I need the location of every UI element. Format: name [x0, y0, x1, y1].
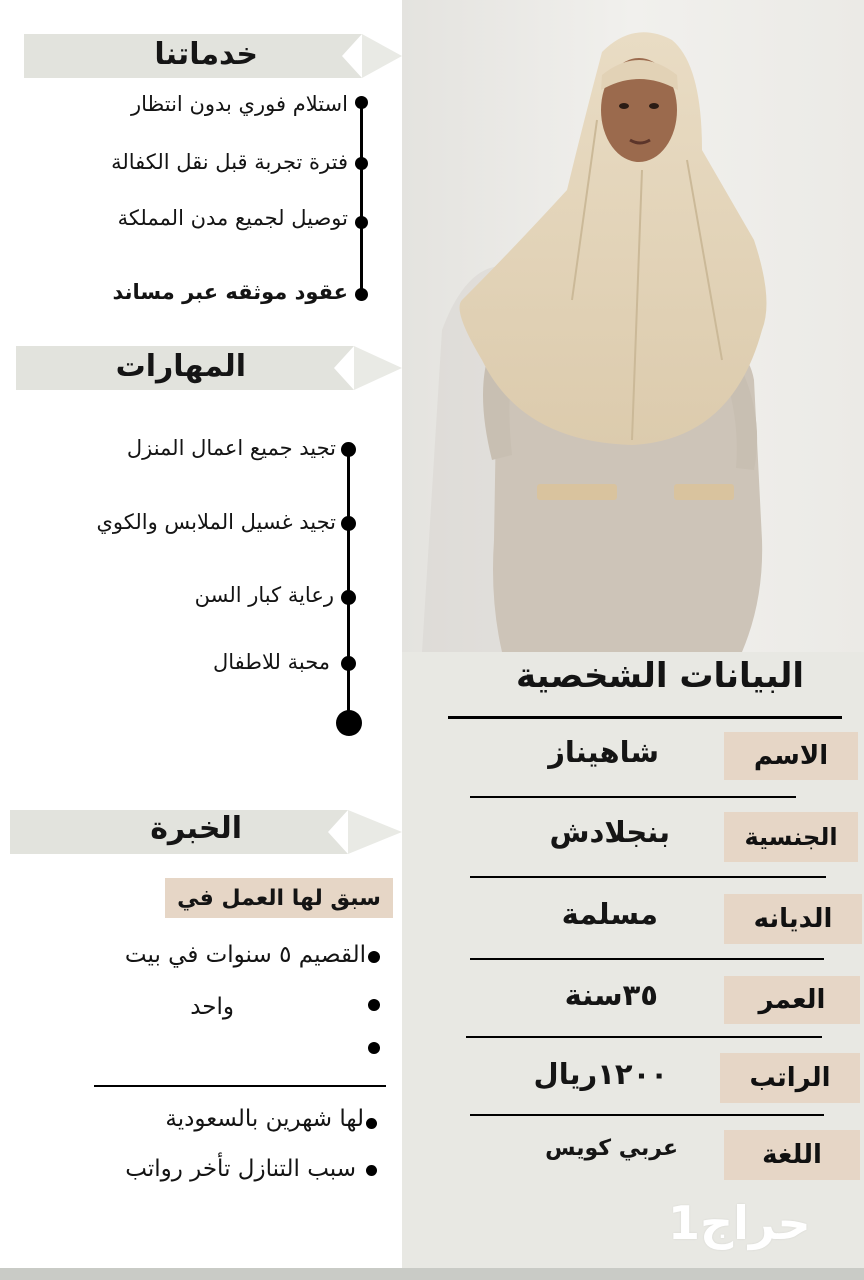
services-dot [355, 288, 368, 301]
experience-note: سبب التنازل تأخر رواتب [125, 1156, 356, 1182]
value-nationality: بنجلادش [549, 815, 670, 849]
bottom-strip [0, 1268, 864, 1280]
experience-dot [368, 999, 380, 1011]
services-timeline [360, 100, 363, 296]
experience-tag: سبق لها العمل في [165, 878, 393, 918]
experience-dot [368, 951, 380, 963]
worker-photo [402, 0, 864, 652]
services-dot [355, 216, 368, 229]
watermark-logo: حراج1 [668, 1196, 811, 1250]
label-language: اللغة [724, 1130, 860, 1180]
skills-timeline [347, 448, 350, 724]
row-divider [470, 1114, 824, 1116]
label-name: الاسم [724, 732, 858, 780]
experience-note: لها شهرين بالسعودية [165, 1106, 364, 1132]
row-divider [466, 1036, 822, 1038]
skills-end-dot [336, 710, 362, 736]
skill-item: رعاية كبار السن [194, 583, 334, 607]
row-divider [470, 958, 824, 960]
service-item: عقود موثقه عبر مساند [112, 280, 348, 304]
services-dot [355, 96, 368, 109]
label-age: العمر [724, 976, 860, 1024]
skills-title: المهارات [115, 349, 246, 384]
row-divider [470, 796, 796, 798]
row-divider [470, 876, 826, 878]
skill-item: تجيد غسيل الملابس والكوي [96, 510, 336, 534]
skills-dot [341, 442, 356, 457]
service-item: فترة تجربة قبل نقل الكفالة [111, 150, 348, 174]
left-panel [0, 0, 402, 1280]
experience-dot [368, 1042, 380, 1054]
experience-item: واحد [190, 994, 234, 1020]
experience-divider [94, 1085, 386, 1087]
experience-item: القصيم ٥ سنوات في بيت [124, 942, 366, 968]
value-name: شاهيناز [548, 735, 659, 769]
value-age: ٣٥سنة [564, 978, 658, 1012]
personal-data-title: البيانات الشخصية [515, 656, 804, 696]
label-salary: الراتب [720, 1053, 860, 1103]
title-underline [448, 716, 842, 719]
skills-dot [341, 656, 356, 671]
experience-dot [366, 1165, 377, 1176]
value-religion: مسلمة [561, 897, 658, 931]
value-salary: ١٢٠٠ريال [533, 1057, 668, 1091]
skill-item: تجيد جميع اعمال المنزل [126, 436, 336, 460]
label-nationality: الجنسية [724, 812, 858, 862]
service-item: توصيل لجميع مدن المملكة [117, 206, 348, 230]
services-dot [355, 157, 368, 170]
skills-dot [341, 516, 356, 531]
service-item: استلام فوري بدون انتظار [130, 92, 348, 116]
skills-dot [341, 590, 356, 605]
label-religion: الديانه [724, 894, 862, 944]
skill-item: محبة للاطفال [213, 650, 330, 674]
services-title: خدماتنا [154, 37, 258, 72]
value-language: عربي كويس [545, 1136, 678, 1161]
experience-title: الخبرة [150, 811, 242, 846]
experience-dot [366, 1118, 377, 1129]
